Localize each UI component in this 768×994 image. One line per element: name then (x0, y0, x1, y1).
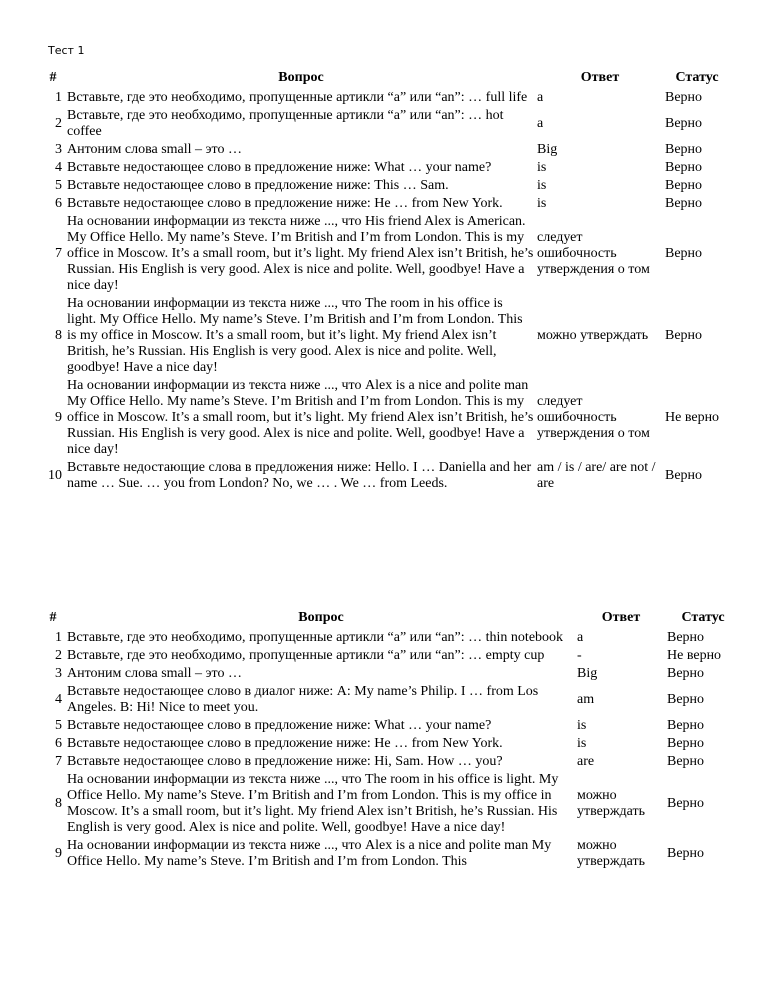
row-number: 1 (55, 90, 62, 105)
row-number: 4 (55, 160, 62, 175)
table-row (40, 771, 740, 837)
status-cell: Верно (665, 90, 703, 105)
row-number: 6 (55, 736, 62, 751)
question-cell: Вставьте недостающее слово в предложение ниже: What … your name? (67, 160, 492, 175)
table-row (40, 107, 730, 141)
question-cell: Вставьте, где это необходимо, пропущенные артикли “a” или “an”: … hot coffee (67, 108, 504, 139)
table-row (40, 753, 740, 771)
question-cell: Антоним слова small – это … (67, 666, 242, 681)
table-row (40, 683, 740, 717)
row-number: 7 (55, 246, 62, 261)
table-row (40, 665, 740, 683)
row-number: 9 (55, 410, 62, 425)
answer-cell: is (577, 718, 587, 733)
status-cell: Верно (665, 116, 703, 131)
answer-cell: are (577, 754, 595, 769)
table-row (40, 177, 730, 195)
table-body (40, 89, 730, 493)
answer-cell: можно утверждать (577, 838, 646, 869)
header-num: # (49, 610, 57, 625)
table-row (40, 735, 740, 753)
header-status: Статус (681, 610, 725, 625)
table-row (40, 647, 740, 665)
status-cell: Верно (665, 178, 703, 193)
row-number: 6 (55, 196, 62, 211)
table-header-row (40, 610, 740, 629)
answer-cell: Big (577, 666, 598, 681)
answer-cell: можно утверждать (537, 328, 649, 343)
table-row (40, 141, 730, 159)
header-question: Вопрос (298, 610, 344, 625)
row-number: 10 (48, 468, 62, 483)
table-row (40, 159, 730, 177)
table-row (40, 629, 740, 647)
question-cell: Вставьте недостающее слово в предложение ниже: This … Sam. (67, 178, 449, 193)
row-number: 1 (55, 630, 62, 645)
question-cell: Вставьте, где это необходимо, пропущенные артикли “a” или “an”: … thin notebook (67, 630, 564, 645)
question-cell: Вставьте недостающее слово в предложение ниже: He … from New York. (67, 196, 503, 211)
answer-cell: a (537, 90, 544, 105)
status-cell: Верно (667, 736, 705, 751)
question-cell: На основании информации из текста ниже ..., что His friend Alex is American. My Office Hello. My name’s Steve. I’m British and I’m from London. This is my office in Moscow. It’s a small room, but it’s light. My friend Alex isn’t British, he’s Russian. His English is very good. Alex is nice and polite. Well, goodbye! Have a nice day! (67, 214, 534, 293)
table-row (40, 295, 730, 377)
header-answer: Ответ (580, 70, 620, 85)
document-title: Тест 1 (48, 44, 85, 57)
status-cell: Верно (667, 754, 705, 769)
status-cell: Верно (665, 196, 703, 211)
table-row (40, 459, 730, 493)
status-cell: Верно (665, 142, 703, 157)
answer-cell: is (537, 160, 547, 175)
answer-cell: следует ошибочность утверждения о том (537, 230, 650, 277)
answer-cell: можно утверждать (577, 788, 646, 819)
status-cell: Верно (665, 468, 703, 483)
status-cell: Не верно (665, 410, 720, 425)
header-answer: Ответ (601, 610, 641, 625)
status-cell: Верно (665, 246, 703, 261)
question-cell: На основании информации из текста ниже ..., что Alex is a nice and polite man My Office Hello. My name’s Steve. I’m British and I’m from London. This (67, 838, 552, 869)
row-number: 5 (55, 178, 62, 193)
question-cell: Вставьте недостающее слово в предложение ниже: What … your name? (67, 718, 492, 733)
row-number: 9 (55, 846, 62, 861)
question-cell: Вставьте недостающее слово в диалог ниже: A: My name’s Philip. I … from Los Angeles. B: Hi! Nice to meet you. (67, 684, 539, 715)
question-cell: На основании информации из текста ниже ..., что Alex is a nice and polite man My Office Hello. My name’s Steve. I’m British and I’m from London. This is my office in Moscow. It’s a small room, but it’s light. My friend Alex isn’t British, he’s Russian. His English is very good. Alex is nice and polite. Well, goodbye! Have a nice day! (67, 378, 534, 457)
row-number: 7 (55, 754, 62, 769)
row-number: 8 (55, 328, 62, 343)
status-cell: Не верно (667, 648, 722, 663)
header-num: # (49, 70, 57, 85)
question-cell: На основании информации из текста ниже ..., что The room in his office is light. My Office Hello. My name’s Steve. I’m British and I’m from London. This is my office in Moscow. It’s a small room, but it’s light. My friend Alex isn’t British, he’s Russian. His English is very good. Alex is nice and polite. Well, goodbye! Have a nice day! (67, 296, 523, 375)
row-number: 2 (55, 648, 62, 663)
header-status: Статус (675, 70, 719, 85)
answer-cell: a (577, 630, 584, 645)
answer-cell: is (577, 736, 587, 751)
table-row (40, 377, 730, 459)
table-row (40, 89, 730, 107)
table-row (40, 717, 740, 735)
status-cell: Верно (667, 796, 705, 811)
row-number: 5 (55, 718, 62, 733)
results-table-2 (40, 610, 740, 871)
row-number: 2 (55, 116, 62, 131)
row-number: 8 (55, 796, 62, 811)
results-table-1 (40, 70, 730, 493)
answer-cell: следует ошибочность утверждения о том (537, 394, 650, 441)
answer-cell: am / is / are/ are not / are (537, 460, 656, 491)
table-row (40, 837, 740, 871)
status-cell: Верно (667, 666, 705, 681)
row-number: 4 (55, 692, 62, 707)
question-cell: Антоним слова small – это … (67, 142, 242, 157)
answer-cell: is (537, 196, 547, 211)
question-cell: Вставьте недостающие слова в предложения ниже: Hello. I … Daniella and her name … Sue. … you from London? No, we … . We … from Leeds. (67, 460, 532, 491)
status-cell: Верно (665, 160, 703, 175)
question-cell: На основании информации из текста ниже ..., что The room in his office is light. My Office Hello. My name’s Steve. I’m British and I’m from London. This is my office in Moscow. It’s a small room, but it’s light. My friend Alex isn’t British, he’s Russian. His English is very good. Alex is nice and polite. Well, goodbye! Have a nice day! (67, 772, 559, 835)
table-row (40, 195, 730, 213)
answer-cell: Big (537, 142, 558, 157)
status-cell: Верно (667, 718, 705, 733)
header-question: Вопрос (278, 70, 324, 85)
status-cell: Верно (667, 630, 705, 645)
question-cell: Вставьте, где это необходимо, пропущенные артикли “a” или “an”: … empty cup (67, 648, 545, 663)
answer-cell: - (577, 648, 582, 663)
question-cell: Вставьте, где это необходимо, пропущенные артикли “a” или “an”: … full life (67, 90, 528, 105)
status-cell: Верно (665, 328, 703, 343)
question-cell: Вставьте недостающее слово в предложение ниже: He … from New York. (67, 736, 503, 751)
row-number: 3 (55, 666, 62, 681)
table-row (40, 213, 730, 295)
answer-cell: a (537, 116, 544, 131)
answer-cell: is (537, 178, 547, 193)
status-cell: Верно (667, 692, 705, 707)
table-header-row (40, 70, 730, 89)
question-cell: Вставьте недостающее слово в предложение ниже: Hi, Sam. How … you? (67, 754, 503, 769)
row-number: 3 (55, 142, 62, 157)
answer-cell: am (577, 692, 595, 707)
status-cell: Верно (667, 846, 705, 861)
table-body (40, 629, 740, 871)
